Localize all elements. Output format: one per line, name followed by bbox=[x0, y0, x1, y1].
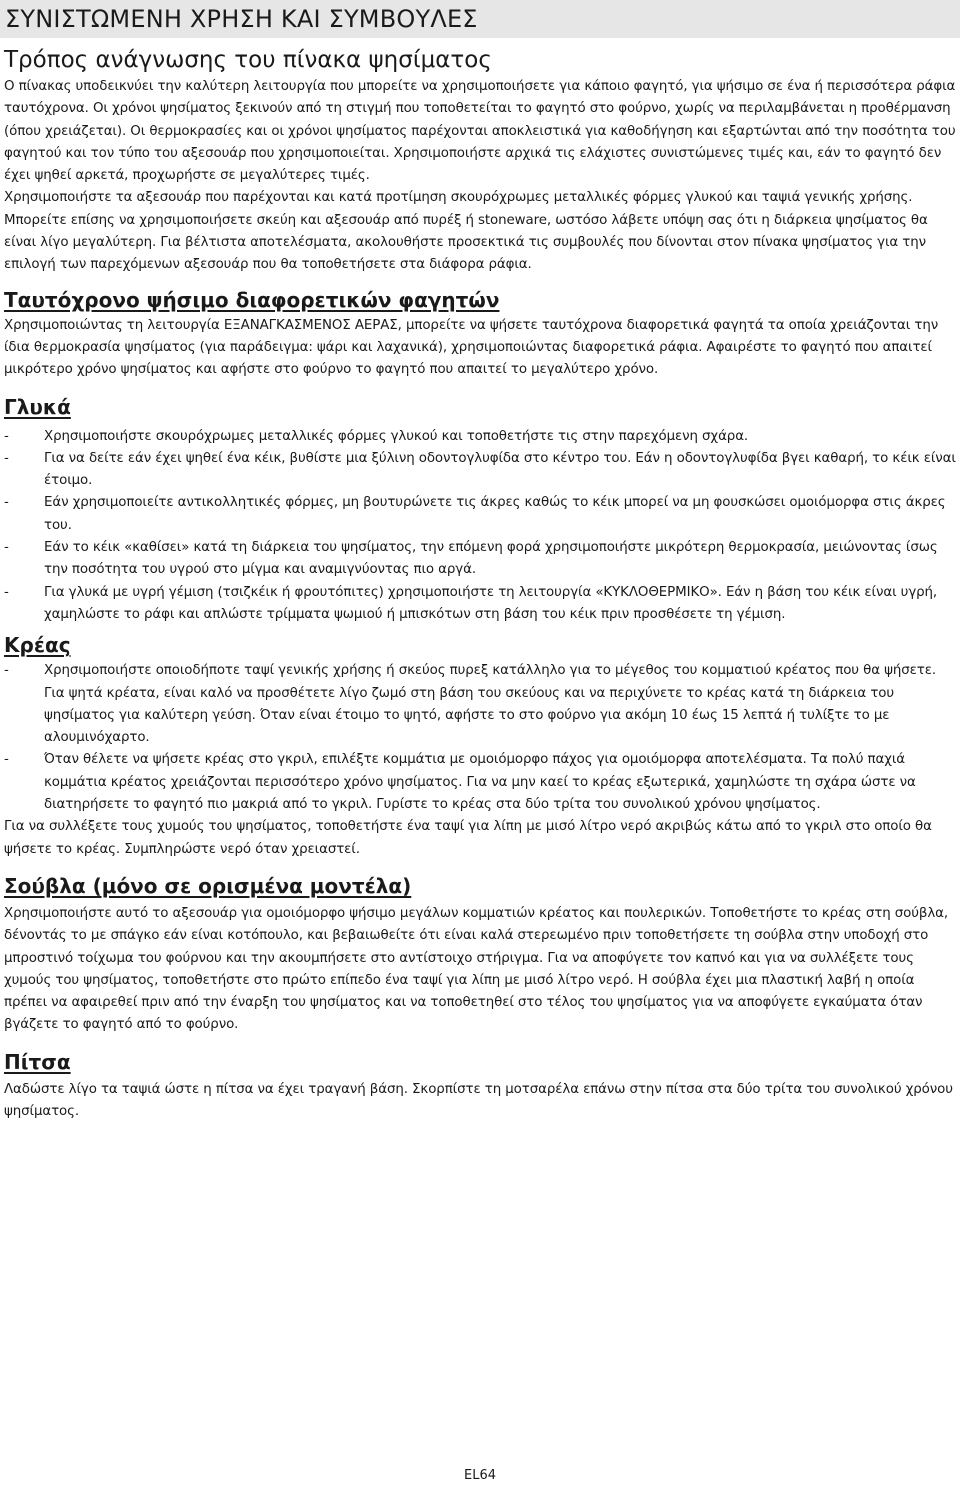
simultaneous-heading: Ταυτόχρονο ψήσιμο διαφορετικών φαγητών bbox=[4, 287, 500, 312]
reading-table-heading: Τρόπος ανάγνωσης του πίνακα ψησίματος bbox=[4, 47, 492, 73]
list-item-text: Όταν θέλετε να ψήσετε κρέας στο γκριλ, επιλέξτε κομμάτια με ομοιόμορφο πάχος για ομοιόμορφα αποτελέσματα. Τα πολύ παχιά κομμάτια κρέατος χρειάζονται περισσότερο χρόνο ψησίματος. Για να μην καεί το κρέας εξωτερικά, χαμηλώστε τη σχάρα ώστε να διατηρήσετε το φαγητό πιο μακριά από το γκριλ. Γυρίστε το κρέας στα δύο τρίτα του συνολικού χρόνου ψησίματος. bbox=[44, 752, 916, 813]
simultaneous-paragraph: Χρησιμοποιώντας τη λειτουργία ΕΞΑΝΑΓΚΑΣΜΕΝΟΣ ΑΕΡΑΣ, μπορείτε να ψήσετε ταυτόχρονα διαφορετικά φαγητά τα οποία χρειάζονται την ίδια θερμοκρασία ψησίματος (για παράδειγμα: ψάρι και λαχανικά), χρησιμοποιώντας διαφορετικά ράφια. Αφαιρέστε το φαγητό που απαιτεί μικρότερο χρόνο ψησίματος και αφήστε στο φούρνο το φαγητό που απαιτεί το μεγαλύτερο χρόνο. bbox=[4, 317, 939, 378]
reading-table-paragraph-1: Ο πίνακας υποδεικνύει την καλύτερη λειτουργία που μπορείτε να χρησιμοποιήσετε για κάποιο φαγητό, για ψήσιμο σε ένα ή περισσότερα ράφια ταυτόχρονα. Οι χρόνοι ψησίματος ξεκινούν από τη στιγμή που τοποθετείται το φαγητό στο φούρνο, χωρίς να περιλαμβάνεται η προθέρμανση (όπου χρειάζεται). Οι θερμοκρασίες και οι χρόνοι ψησίματος παρέχονται αποκλειστικά για καθοδήγηση και εξαρτώνται από την ποσότητα του φαγητού και τον τύπο του αξεσουάρ που χρησιμοποιείται. Χρησιμοποιήστε αρχικά τις ελάχιστες συνιστώμενες τιμές και, εάν το φαγητό δεν έχει ψηθεί αρκετά, προχωρήστε σε μεγαλύτερες τιμές. bbox=[4, 79, 956, 184]
sweets-list bbox=[4, 426, 956, 627]
list-item-text: Χρησιμοποιήστε σκουρόχρωμες μεταλλικές φόρμες γλυκού και τοποθετήστε τις στην παρεχόμενη σχάρα. bbox=[44, 428, 749, 444]
title-bar bbox=[0, 0, 960, 38]
section-meat bbox=[4, 632, 956, 861]
section-reading-table bbox=[4, 44, 956, 277]
list-item bbox=[4, 448, 956, 493]
list-item bbox=[4, 426, 956, 448]
list-item-text: Για να δείτε εάν έχει ψηθεί ένα κέικ, βυθίστε μια ξύλινη οδοντογλυφίδα στο κέντρο του. Εάν η οδοντογλυφίδα βγει καθαρή, το κέικ είναι έτοιμο. bbox=[44, 450, 956, 489]
dash-bullet: - bbox=[4, 752, 9, 768]
list-item-text: Εάν χρησιμοποιείτε αντικολλητικές φόρμες, μη βουτυρώνετε τις άκρες καθώς το κέικ μπορεί να μη φουσκώσει ομοιόμορφα στις άκρες του. bbox=[44, 495, 946, 533]
section-sweets bbox=[4, 394, 956, 627]
page-content bbox=[4, 44, 956, 1123]
dash-bullet: - bbox=[4, 663, 9, 679]
pizza-heading: Πίτσα bbox=[4, 1049, 71, 1074]
list-item-text: Για γλυκά με υγρή γέμιση (τσιζκέικ ή φρουτόπιτες) χρησιμοποιήστε τη λειτουργία «ΚΥΚΛΟΘΕΡΜΙΚΟ». Εάν η βάση του κέικ είναι υγρή, χαμηλώστε το ράφι και απλώστε τρίμματα ψωμιού ή μπισκότων στη βάση του κέικ πριν προσθέσετε τη γέμιση. bbox=[44, 584, 938, 622]
list-item bbox=[4, 492, 956, 537]
list-item bbox=[4, 537, 956, 582]
list-item bbox=[4, 749, 956, 816]
dash-bullet: - bbox=[4, 428, 9, 444]
page-number: EL64 bbox=[464, 1468, 496, 1483]
section-simultaneous-cooking bbox=[4, 287, 956, 382]
sweets-heading: Γλυκά bbox=[4, 394, 71, 419]
list-item bbox=[4, 582, 956, 627]
reading-table-paragraph-2: Χρησιμοποιήστε τα αξεσουάρ που παρέχονται και κατά προτίμηση σκουρόχρωμες μεταλλικές φόρμες γλυκού και ταψιά γενικής χρήσης. Μπορείτε επίσης να χρησιμοποιήσετε σκεύη και αξεσουάρ από πυρέξ ή stoneware, ωστόσο λάβετε υπόψη σας ότι η διάρκεια ψησίματος θα είναι λίγο μεγαλύτερη. Για βέλτιστα αποτελέσματα, ακολουθήστε προσεκτικά τις συμβουλές που δίνονται στον πίνακα ψησίματος για την επιλογή των παρεχόμενων αξεσουάρ που θα τοποθετήσετε στα διάφορα ράφια. bbox=[4, 190, 928, 273]
dash-bullet: - bbox=[4, 450, 9, 466]
page-title: ΣΥΝΙΣΤΩΜΕΝΗ ΧΡΗΣΗ ΚΑΙ ΣΥΜΒΟΥΛΕΣ bbox=[5, 5, 478, 33]
list-item bbox=[4, 660, 956, 749]
rotisserie-paragraph: Χρησιμοποιήστε αυτό το αξεσουάρ για ομοιόμορφο ψήσιμο μεγάλων κομματιών κρέατος και πουλερικών. Τοποθετήστε το κρέας στη σούβλα, δένοντάς το με σπάγκο εάν είναι κοτόπουλο, και βεβαιωθείτε ότι είναι καλά στερεωμένο πριν τοποθετήσετε τη σούβλα στην υποδοχή στο μπροστινό τοίχωμα του φούρνου και την ακουμπήσετε στο αντίστοιχο στήριγμα. Για να αποφύγετε τον καπνό και για να συλλέξετε τους χυμούς του ψησίματος, τοποθετήστε στο πρώτο επίπεδο ένα ταψί για λίπη με μισό λίτρο νερό. Η σούβλα έχει μια πλαστική λαβή η οποία πρέπει να αφαιρεθεί πριν από την έναρξη του ψησίματος και να τοποθετηθεί στο τέλος του ψησίματος για να αποφύγετε εγκαύματα όταν βγάζετε το φαγητό από το φούρνο. bbox=[4, 905, 949, 1033]
list-item-text: Χρησιμοποιήστε οποιοδήποτε ταψί γενικής χρήσης ή σκεύος πυρεξ κατάλληλο για το μέγεθος του κομματιού κρέατος που θα ψήσετε. Για ψητά κρέατα, είναι καλό να προσθέτετε λίγο ζωμό στη βάση του σκεύους και να περιχύνετε το κρέας κατά τη διάρκεια του ψησίματος για καλύτερη γεύση. Όταν είναι έτοιμο το ψητό, αφήστε το στο φούρνο για ακόμη 10 έως 15 λεπτά ή τυλίξτε το με αλουμινόχαρτο. bbox=[44, 663, 936, 746]
rotisserie-heading: Σούβλα (μόνο σε ορισμένα μοντέλα) bbox=[4, 873, 412, 898]
dash-bullet: - bbox=[4, 540, 9, 556]
list-item-text: Εάν το κέικ «καθίσει» κατά τη διάρκεια του ψησίματος, την επόμενη φορά χρησιμοποιήστε μικρότερη θερμοκρασία, μειώνοντας ίσως την ποσότητα του υγρού στο μίγμα και αναμιγνύοντας πιο αργά. bbox=[44, 540, 938, 578]
meat-list bbox=[4, 660, 956, 816]
dash-bullet: - bbox=[4, 584, 9, 600]
meat-paragraph: Για να συλλέξετε τους χυμούς του ψησίματος, τοποθετήστε ένα ταψί για λίπη με μισό λίτρο νερό ακριβώς κάτω από το γκριλ στο οποίο θα ψήσετε το κρέας. Συμπληρώστε νερό όταν χρειαστεί. bbox=[4, 819, 932, 857]
section-rotisserie bbox=[4, 873, 956, 1037]
meat-heading: Κρέας bbox=[4, 633, 71, 658]
pizza-paragraph: Λαδώστε λίγο τα ταψιά ώστε η πίτσα να έχει τραγανή βάση. Σκορπίστε τη μοτσαρέλα επάνω στην πίτσα στα δύο τρίτα του συνολικού χρόνου ψησίματος. bbox=[4, 1081, 953, 1119]
section-pizza bbox=[4, 1049, 956, 1124]
dash-bullet: - bbox=[4, 495, 9, 511]
